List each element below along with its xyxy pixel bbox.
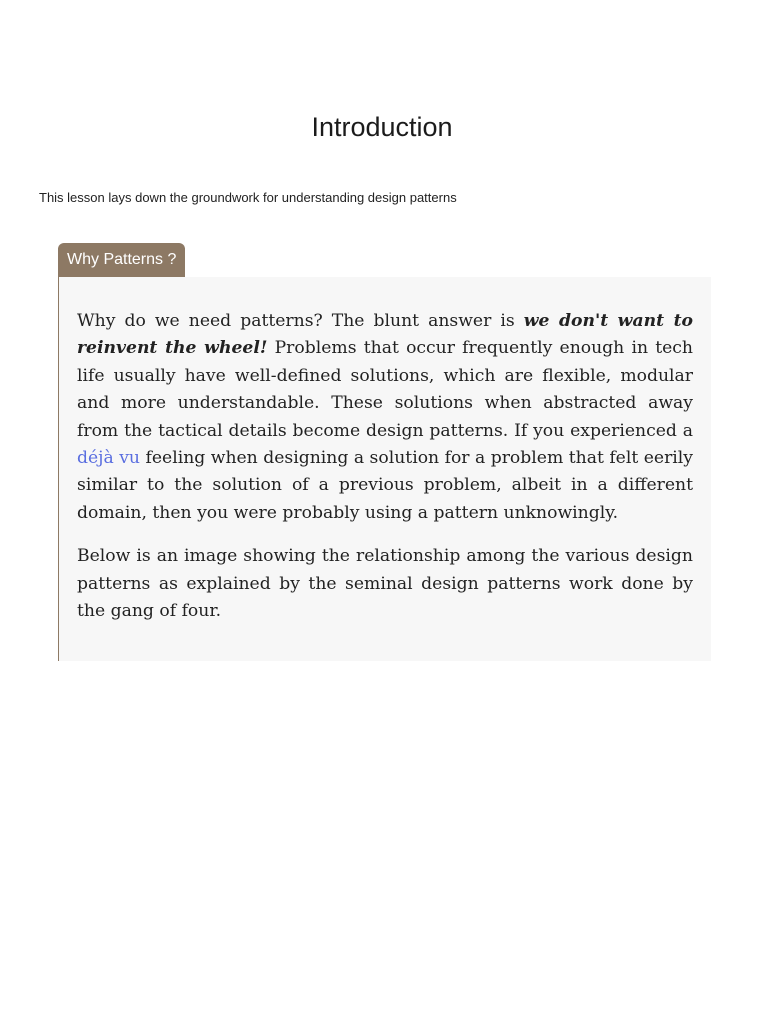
page-title: Introduction [311,112,453,142]
deja-vu-link[interactable]: déjà vu [77,448,141,469]
lesson-subtitle: This lesson lays down the groundwork for understanding design patterns [39,190,457,205]
paragraph-text: Why do we need patterns? The blunt answer is [77,311,524,331]
paragraph-text: Problems that occur frequently enough in tech life usually have well-defined solutions, which are flexible, modular and more understandable. These solutions when abstracted away from the tactical details become design patterns. If you experienced a [77,338,693,441]
section-tab-why-patterns: Why Patterns ? [58,243,185,277]
paragraph-image-intro: Below is an image showing the relationship among the various design patterns as explained by the seminal design patterns work done by the gang of four. [77,546,693,622]
section-content-box [58,277,711,661]
emphasis-text: we don't want to reinvent the wheel! [77,311,694,359]
paragraph-text: feeling when designing a solution for a problem that felt eerily similar to the solution of a previous problem, albeit in a different domain, then you were probably using a pattern unknowingly. [77,448,693,523]
paragraph-why-patterns [77,308,693,527]
